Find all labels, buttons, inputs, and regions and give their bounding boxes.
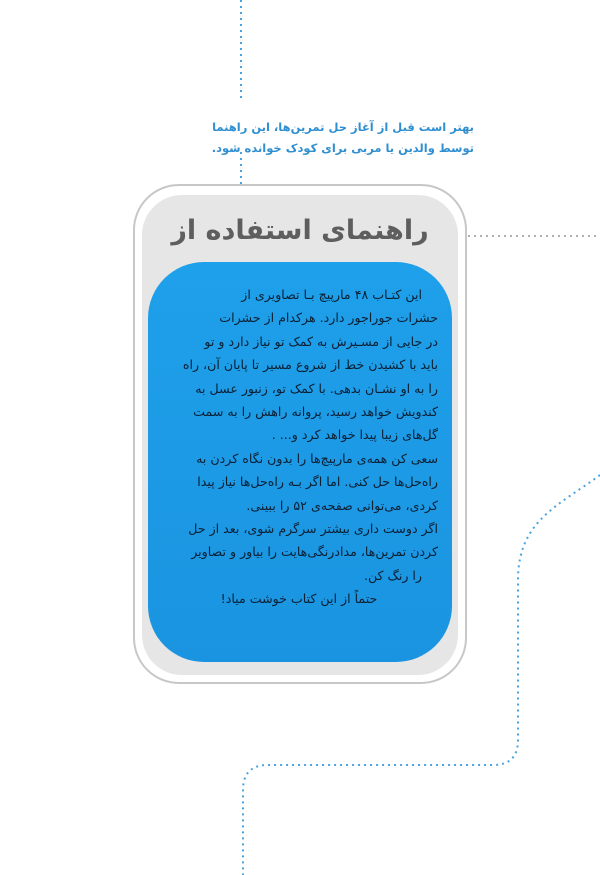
- body-line-5: را به او نشـان بدهی. با کمک تو، زنبور عسل به: [195, 380, 438, 396]
- body-line-10: کردی، می‌توانی صفحه‌ی ۵۲ را ببینی.: [246, 497, 438, 513]
- body-line-8: سعی کن همه‌ی مارپیچ‌ها را بدون نگاه کردن به: [196, 450, 438, 466]
- intro-note: [211, 117, 474, 159]
- body-line-9: راه‌حل‌ها حل کنی. اما اگر بـه راه‌حل‌ها نیاز پیدا: [197, 474, 438, 490]
- intro-line-1: بهتر است قبل از آغاز حل تمرین‌ها، این راهنما: [212, 120, 474, 134]
- intro-line-2: توسط والدین یا مربی برای کودک خوانده شود.: [211, 141, 474, 155]
- body-line-7: گل‌های زیبا پیدا خواهد کرد و... .: [271, 427, 438, 443]
- body-line-3: در جایی از مسـیرش به کمک تو نیاز دارد و تو: [204, 333, 438, 349]
- body-line-2: حشرات جوراجور دارد. هرکدام از حشرات: [219, 310, 438, 326]
- body-line-1: این کتـاب ۴۸ مارپیچ بـا تصاویری از: [241, 287, 422, 302]
- body-line-6: کندویش خواهد رسید، پروانه راهش را به سمت: [193, 404, 438, 420]
- guide-body-text: [160, 283, 438, 611]
- page-title: راهنمای استفاده از: [171, 215, 429, 246]
- body-line-4: باید با کشیدن خط از شروع مسیر تا پایان آن، راه: [182, 357, 438, 373]
- body-line-14: حتماً از این کتاب خوشت میاد!: [220, 591, 378, 607]
- body-line-13: را رنگ کن.: [363, 567, 422, 583]
- body-line-11: اگر دوست داری بیشتر سرگرم شوی، بعد از حل: [188, 521, 438, 537]
- body-line-12: کردن تمرین‌ها، مدادرنگی‌هایت را بیاور و تصاویر: [191, 544, 438, 560]
